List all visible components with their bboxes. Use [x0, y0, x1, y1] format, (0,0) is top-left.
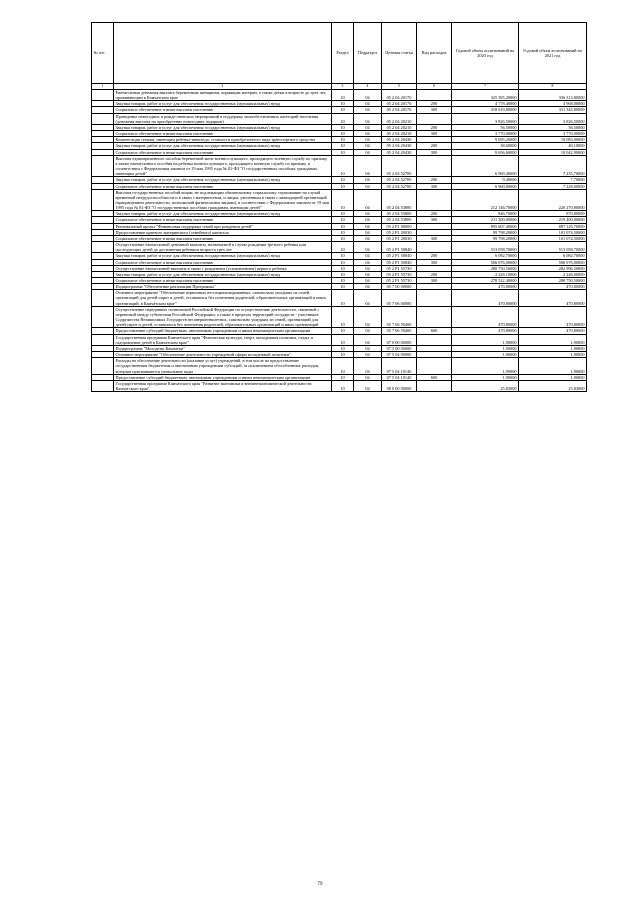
expense-type-cell: 300	[417, 217, 452, 223]
expense-type-cell: 300	[417, 235, 452, 241]
target-article-cell: 07 5 04 10140	[382, 374, 417, 380]
expense-type-cell	[417, 90, 452, 101]
expense-name-cell: Предоставление субсидий бюджетным, автономным учреждениям и иным некоммерческим организациям	[114, 328, 332, 334]
target-article-cell: 05 2 P1 55730	[382, 265, 417, 271]
razdel-cell: 10	[332, 278, 354, 284]
expense-type-cell: 200	[417, 211, 452, 217]
amount-2020-cell: 1,90000	[452, 374, 519, 380]
expense-type-cell: 300	[417, 278, 452, 284]
razdel-cell: 10	[332, 131, 354, 137]
amount-2021-cell: 1,90000	[519, 345, 587, 351]
podrazdel-cell: 04	[354, 345, 382, 351]
target-article-cell: 05 2 04 53800	[382, 189, 417, 211]
row-number-cell	[92, 380, 114, 391]
amount-2021-cell: 1,90000	[519, 352, 587, 358]
expense-name-cell: Закупка товаров, работ и услуг для обеспечения государственных (муниципальных) нужд	[114, 177, 332, 183]
target-article-cell: 05 2 P1 20030	[382, 235, 417, 241]
razdel-cell: 10	[332, 217, 354, 223]
razdel-cell: 10	[332, 211, 354, 217]
razdel-cell: 10	[332, 259, 354, 265]
podrazdel-cell: 04	[354, 334, 382, 345]
amount-2020-cell: 278 522,40000	[452, 278, 519, 284]
expense-type-cell: 600	[417, 328, 452, 334]
expense-type-cell	[417, 155, 452, 177]
amount-2021-cell: 897 129,70000	[519, 223, 587, 229]
header-cell-podrazdel: Подраздел	[354, 23, 382, 84]
podrazdel-cell: 04	[354, 306, 382, 328]
table-row	[92, 90, 587, 101]
podrazdel-cell: 04	[354, 290, 382, 306]
table-row	[92, 242, 587, 253]
amount-2021-cell: 3 770,00000	[519, 131, 587, 137]
amount-2021-cell: 470,80000	[519, 328, 587, 334]
header-cell-amount-2020: Годовой объем ассигнований на 2020 год	[452, 23, 519, 84]
razdel-cell: 10	[332, 189, 354, 211]
razdel-cell: 10	[332, 124, 354, 130]
table-row	[92, 358, 587, 374]
target-article-cell: 05 2 04 53800	[382, 217, 417, 223]
expense-type-cell	[417, 113, 452, 124]
target-article-cell: 05 2 P1 00000	[382, 223, 417, 229]
amount-2020-cell: 325 395,20000	[452, 90, 519, 101]
expense-name-cell: Социальное обеспечение и иные выплаты населению	[114, 149, 332, 155]
row-number-cell	[92, 306, 114, 328]
podrazdel-cell: 04	[354, 155, 382, 177]
podrazdel-cell: 04	[354, 259, 382, 265]
amount-2021-cell: 220 270,80000	[519, 189, 587, 211]
target-article-cell: 05 2 04 20210	[382, 113, 417, 124]
podrazdel-cell: 04	[354, 107, 382, 113]
razdel-cell: 10	[332, 380, 354, 391]
target-article-cell: 05 2 04 20170	[382, 101, 417, 107]
target-article-cell: 05 2 04 52700	[382, 177, 417, 183]
amount-2021-cell: 1,90000	[519, 374, 587, 380]
amount-2020-cell: 846,70000	[452, 211, 519, 217]
razdel-cell: 10	[332, 137, 354, 143]
amount-2020-cell: 99 798,20000	[452, 235, 519, 241]
razdel-cell: 10	[332, 352, 354, 358]
razdel-cell: 10	[332, 235, 354, 241]
amount-2021-cell: 1,90000	[519, 334, 587, 345]
expense-type-cell: 200	[417, 253, 452, 259]
row-number-cell	[92, 334, 114, 345]
razdel-cell: 10	[332, 374, 354, 380]
amount-2021-cell: 7,70000	[519, 177, 587, 183]
amount-2020-cell: 513 058,70000	[452, 242, 519, 253]
column-number: 8	[519, 84, 587, 90]
amount-2020-cell: 470,80000	[452, 284, 519, 290]
podrazdel-cell: 04	[354, 229, 382, 235]
amount-2020-cell: 1,90000	[452, 352, 519, 358]
amount-2020-cell: 9 656,60000	[452, 149, 519, 155]
target-article-cell: 05 2 P1 55730	[382, 278, 417, 284]
razdel-cell: 10	[332, 107, 354, 113]
table-row	[92, 189, 587, 211]
expense-name-cell: Социальное обеспечение и иные выплаты населению	[114, 235, 332, 241]
header-cell-target-article: Целевая статья	[382, 23, 417, 84]
column-number: 6	[417, 84, 452, 90]
expense-name-cell: Осуществление переданных полномочий Российской Федерации по осуществлению деятельности, связанной с перевозкой между субъектами Российской Федерации, а также в пределах территорий государств - участников Содружества Независимых Государств несовершеннолетних, самовольно ушедших из семей, организаций для детей-сирот и детей, оставшихся без попечения родителей, образовательных организаций и иных организаций	[114, 306, 332, 328]
expense-name-cell: Основное мероприятие "Обеспечение деятельности учреждений сферы молодежной политики"	[114, 352, 332, 358]
amount-2021-cell: 4 968,00000	[519, 101, 587, 107]
target-article-cell: 05 2 P1 50840	[382, 259, 417, 265]
podrazdel-cell: 04	[354, 124, 382, 130]
amount-2021-cell: 2 246,00000	[519, 271, 587, 277]
expense-name-cell: Социальное обеспечение и иные выплаты населению	[114, 131, 332, 137]
column-number: 4	[354, 84, 382, 90]
podrazdel-cell: 04	[354, 352, 382, 358]
razdel-cell: 10	[332, 334, 354, 345]
row-number-cell	[92, 113, 114, 124]
podrazdel-cell: 04	[354, 211, 382, 217]
expense-name-cell: Подпрограмма "Обеспечение реализации Программы"	[114, 284, 332, 290]
expense-type-cell	[417, 380, 452, 391]
expense-type-cell: 300	[417, 183, 452, 189]
row-number-cell	[92, 358, 114, 374]
expense-name-cell: Государственная программа Камчатского края "Развитие экономики и внешнеэкономической деятельности Камчатского края"	[114, 380, 332, 391]
expense-type-cell	[417, 290, 452, 306]
podrazdel-cell: 04	[354, 143, 382, 149]
amount-2021-cell: 56,50000	[519, 124, 587, 130]
row-number-cell	[92, 155, 114, 177]
table-body	[92, 23, 587, 392]
expense-name-cell: Закупка товаров, работ и услуг для обеспечения государственных (муниципальных) нужд	[114, 271, 332, 277]
target-article-cell: 07 5 00 00000	[382, 345, 417, 351]
razdel-cell: 10	[332, 306, 354, 328]
amount-2020-cell: 470,80000	[452, 328, 519, 334]
razdel-cell: 10	[332, 177, 354, 183]
amount-2020-cell: 4 778,40000	[452, 101, 519, 107]
expense-name-cell: Основное мероприятие "Обеспечение первичных неспециализированных, самовольно ушедших из семей, организаций для детей-сирот и детей, оставшихся без попечения родителей, образовательных организаций и иных организаций, в Камчатском крае"	[114, 290, 332, 306]
target-article-cell: 05 2 04 20170	[382, 90, 417, 101]
expense-type-cell: 200	[417, 271, 452, 277]
expense-name-cell: Подпрограмма "Молодежь Камчатки"	[114, 345, 332, 351]
expense-name-cell: Компенсация семьям, имеющим ребенка-инвалида, стоимости приобретенного вида транспортного средства	[114, 137, 332, 143]
podrazdel-cell: 04	[354, 328, 382, 334]
podrazdel-cell: 04	[354, 265, 382, 271]
target-article-cell: 07 0 00 00000	[382, 334, 417, 345]
podrazdel-cell: 04	[354, 183, 382, 189]
header-cell-expense-type: Вид расходов	[417, 23, 452, 84]
expense-type-cell: 200	[417, 177, 452, 183]
podrazdel-cell: 04	[354, 380, 382, 391]
header-row	[92, 23, 587, 84]
expense-type-cell: 200	[417, 143, 452, 149]
header-cell-amount-2021: Годовой объем ассигнований на 2021 год	[519, 23, 587, 84]
column-number: 7	[452, 84, 519, 90]
header-cell-name	[114, 23, 332, 84]
header-cell-number: № п/п	[92, 23, 114, 84]
column-number: 2	[114, 84, 332, 90]
target-article-cell: 05 7 06 00000	[382, 290, 417, 306]
target-article-cell: 05 2 04 20210	[382, 131, 417, 137]
amount-2021-cell: 280 750,50000	[519, 278, 587, 284]
expense-name-cell: Закупка товаров, работ и услуг для обеспечения государственных (муниципальных) нужд	[114, 211, 332, 217]
amount-2020-cell: 9 695,20000	[452, 137, 519, 143]
expense-name-cell: Выплата государственных пособий лицам, не подлежащим обязательному социальному страхованию на случай временной нетрудоспособности и в связи с материнством, и лицам, уволенным в связи с ликвидацией организаций (прекращением деятельности, полномочий физическими лицами), в соответствии с Федеральным законом от 19 мая 1995 года № 81-ФЗ "О государственных пособиях гражданам, имеющим детей"	[114, 189, 332, 211]
amount-2020-cell: 25,83000	[452, 380, 519, 391]
target-article-cell: 05 2 P1 50840	[382, 253, 417, 259]
expense-name-cell: Государственная программа Камчатского края "Физическая культура, спорт, молодежная политика, отдых и оздоровление детей в Камчатском крае"	[114, 334, 332, 345]
razdel-cell: 10	[332, 290, 354, 306]
podrazdel-cell: 04	[354, 284, 382, 290]
podrazdel-cell: 04	[354, 189, 382, 211]
amount-2021-cell: 470,80000	[519, 284, 587, 290]
amount-2020-cell: 470,80000	[452, 290, 519, 306]
row-number-cell	[92, 290, 114, 306]
expense-name-cell: Закупка товаров, работ и услуг для обеспечения государственных (муниципальных) нужд	[114, 143, 332, 149]
podrazdel-cell: 04	[354, 177, 382, 183]
podrazdel-cell: 04	[354, 90, 382, 101]
table-row	[92, 380, 587, 391]
target-article-cell: 07 5 04 10140	[382, 358, 417, 374]
amount-2021-cell: 7 235,70000	[519, 155, 587, 177]
column-number: 5	[382, 84, 417, 90]
amount-2021-cell: 6 082,70000	[519, 253, 587, 259]
expense-type-cell: 300	[417, 131, 452, 137]
podrazdel-cell: 04	[354, 235, 382, 241]
table-row	[92, 334, 587, 345]
expense-name-cell: Социальное обеспечение и иные выплаты населению	[114, 278, 332, 284]
target-article-cell: 05 2 04 20430	[382, 137, 417, 143]
target-article-cell: 05 2 P1 20030	[382, 229, 417, 235]
amount-2020-cell: 1,90000	[452, 358, 519, 374]
target-article-cell: 05 2 P1 55730	[382, 271, 417, 277]
page-number: 79	[317, 882, 323, 887]
target-article-cell: 05 7 06 59400	[382, 306, 417, 328]
expense-name-cell: Проведение новогодних и рождественских мероприятий в поддержку малообеспеченных категорий населения (денежная выплата на приобретение новогодних подарков)	[114, 113, 332, 124]
razdel-cell: 10	[332, 265, 354, 271]
amount-2020-cell: 3 770,00000	[452, 131, 519, 137]
amount-2021-cell: 7 228,00000	[519, 183, 587, 189]
amount-2021-cell: 10 083,00000	[519, 137, 587, 143]
podrazdel-cell: 04	[354, 253, 382, 259]
expense-type-cell: 200	[417, 124, 452, 130]
expense-type-cell	[417, 189, 452, 211]
expense-name-cell: Закупка товаров, работ и услуг для обеспечения государственных (муниципальных) нужд	[114, 253, 332, 259]
table-row	[92, 113, 587, 124]
amount-2021-cell: 470,80000	[519, 290, 587, 306]
expense-type-cell: 300	[417, 259, 452, 265]
razdel-cell: 10	[332, 155, 354, 177]
amount-2021-cell: 282 996,50000	[519, 265, 587, 271]
table-row	[92, 290, 587, 306]
target-article-cell: 05 7 00 00000	[382, 284, 417, 290]
razdel-cell: 10	[332, 90, 354, 101]
expense-type-cell	[417, 334, 452, 345]
expense-type-cell	[417, 306, 452, 328]
expense-type-cell	[417, 242, 452, 253]
amount-2020-cell: 38,60000	[452, 143, 519, 149]
podrazdel-cell: 04	[354, 242, 382, 253]
expense-type-cell: 300	[417, 107, 452, 113]
amount-2020-cell: 470,80000	[452, 306, 519, 328]
expense-name-cell: Региональный проект "Финансовая поддержка семей при рождении детей"	[114, 223, 332, 229]
razdel-cell: 10	[332, 183, 354, 189]
target-article-cell: 08 0 00 00000	[382, 380, 417, 391]
target-article-cell: 05 2 04 20210	[382, 124, 417, 130]
amount-2020-cell: 6 969,40000	[452, 155, 519, 177]
target-article-cell: 05 2 04 20430	[382, 143, 417, 149]
row-number-cell	[92, 90, 114, 101]
amount-2020-cell: 9,40000	[452, 177, 519, 183]
budget-table-sheet	[91, 22, 586, 392]
amount-2021-cell: 219 400,00000	[519, 217, 587, 223]
razdel-cell: 10	[332, 271, 354, 277]
razdel-cell: 10	[332, 149, 354, 155]
header-cell-razdel: Раздел	[332, 23, 354, 84]
target-article-cell: 05 2 04 52700	[382, 155, 417, 177]
amount-2020-cell: 99 798,20000	[452, 229, 519, 235]
expense-type-cell	[417, 358, 452, 374]
razdel-cell: 10	[332, 253, 354, 259]
podrazdel-cell: 04	[354, 113, 382, 124]
razdel-cell: 10	[332, 223, 354, 229]
amount-2021-cell: 101 074,50000	[519, 229, 587, 235]
amount-2020-cell: 3 826,50000	[452, 113, 519, 124]
expense-name-cell: Закупка товаров, работ и услуг для обеспечения государственных (муниципальных) нужд	[114, 124, 332, 130]
expense-name-cell: Осуществление ежемесячной денежной выплаты, назначаемой в случае рождения третьего ребенка или последующих детей до достижения ребенком возраста трех лет	[114, 242, 332, 253]
podrazdel-cell: 04	[354, 358, 382, 374]
target-article-cell: 05 2 04 20170	[382, 107, 417, 113]
amount-2021-cell: 1,90000	[519, 358, 587, 374]
expense-name-cell: Расходы на обеспечение деятельности (оказание услуг) учреждений, в том числе на предоставление государственным бюджетным и автономным учреждениям субсидий, за исключением обособленных расходов, которым присваиваются уникальные коды	[114, 358, 332, 374]
amount-2021-cell: 470,80000	[519, 306, 587, 328]
table-row	[92, 155, 587, 177]
amount-2020-cell: 506 976,00000	[452, 259, 519, 265]
amount-2020-cell: 211 300,00000	[452, 217, 519, 223]
amount-2021-cell: 870,80000	[519, 211, 587, 217]
expense-name-cell: Предоставление краевого материнского (семейного) капитала	[114, 229, 332, 235]
razdel-cell: 10	[332, 345, 354, 351]
amount-2020-cell: 280 750,50000	[452, 265, 519, 271]
podrazdel-cell: 04	[354, 131, 382, 137]
podrazdel-cell: 04	[354, 137, 382, 143]
amount-2021-cell: 10 042,90000	[519, 149, 587, 155]
podrazdel-cell: 04	[354, 278, 382, 284]
target-article-cell: 05 2 04 20430	[382, 149, 417, 155]
expense-type-cell: 600	[417, 374, 452, 380]
expense-name-cell: Закупка товаров, работ и услуг для обеспечения государственных (муниципальных) нужд	[114, 101, 332, 107]
amount-2020-cell: 2 228,10000	[452, 271, 519, 277]
amount-2021-cell: 336 313,80000	[519, 90, 587, 101]
amount-2020-cell: 6 960,00000	[452, 183, 519, 189]
razdel-cell: 10	[332, 229, 354, 235]
expense-name-cell: Выплата единовременного пособия беременной жене военнослужащего, проходящего военную службу по призыву, а также ежемесячного пособия на ребенка военнослужащего, проходящего военную службу по призыву, в соответствии с Федеральным законом от 19 мая 1995 года № 81-ФЗ "О государственных пособиях гражданам, имеющим детей"	[114, 155, 332, 177]
amount-2021-cell: 25,83000	[519, 380, 587, 391]
expense-type-cell: 300	[417, 149, 452, 155]
amount-2021-cell: 331 345,80000	[519, 107, 587, 113]
amount-2021-cell: 101 074,50000	[519, 235, 587, 241]
podrazdel-cell: 04	[354, 374, 382, 380]
amount-2020-cell: 212 146,70000	[452, 189, 519, 211]
target-article-cell: 05 2 P1 50840	[382, 242, 417, 253]
amount-2020-cell: 1,90000	[452, 345, 519, 351]
target-article-cell: 05 7 06 59400	[382, 328, 417, 334]
razdel-cell: 10	[332, 358, 354, 374]
razdel-cell: 10	[332, 113, 354, 124]
podrazdel-cell: 04	[354, 217, 382, 223]
target-article-cell: 05 2 04 53800	[382, 211, 417, 217]
amount-2020-cell: 895 607,40000	[452, 223, 519, 229]
amount-2020-cell: 6 082,70000	[452, 253, 519, 259]
expense-type-cell: 200	[417, 101, 452, 107]
column-number: 3	[332, 84, 354, 90]
razdel-cell: 10	[332, 101, 354, 107]
target-article-cell: 05 2 04 52700	[382, 183, 417, 189]
razdel-cell: 10	[332, 242, 354, 253]
podrazdel-cell: 04	[354, 223, 382, 229]
column-number: 1	[92, 84, 114, 90]
budget-table	[91, 22, 587, 392]
expense-name-cell: Социальное обеспечение и иные выплаты населению	[114, 217, 332, 223]
razdel-cell: 10	[332, 143, 354, 149]
expense-name-cell: Социальное обеспечение и иные выплаты населению	[114, 183, 332, 189]
expense-name-cell: Предоставление субсидий бюджетным, автономным учреждениям и иным некоммерческим организациям	[114, 374, 332, 380]
podrazdel-cell: 04	[354, 149, 382, 155]
podrazdel-cell: 04	[354, 271, 382, 277]
amount-2020-cell: 1,90000	[452, 334, 519, 345]
expense-name-cell: Социальное обеспечение и иные выплаты населению	[114, 107, 332, 113]
amount-2021-cell: 513 058,70000	[519, 242, 587, 253]
amount-2020-cell: 318 619,80000	[452, 107, 519, 113]
table-row	[92, 306, 587, 328]
row-number-cell	[92, 242, 114, 253]
amount-2021-cell: 40,10000	[519, 143, 587, 149]
expense-name-cell: Осуществление ежемесячной выплаты в связи с рождением (усыновлением) первого ребенка	[114, 265, 332, 271]
razdel-cell: 10	[332, 328, 354, 334]
amount-2020-cell: 56,50000	[452, 124, 519, 130]
expense-name-cell: Социальное обеспечение и иные выплаты населению	[114, 259, 332, 265]
razdel-cell: 10	[332, 284, 354, 290]
amount-2021-cell: 3 826,50000	[519, 113, 587, 124]
target-article-cell: 07 5 04 00000	[382, 352, 417, 358]
expense-name-cell: Ежемесячная денежная выплата беременным женщинам, кормящим матерям, а также детям в возрасте до трех лет, проживающим в Камчатском крае	[114, 90, 332, 101]
row-number-cell	[92, 189, 114, 211]
podrazdel-cell: 04	[354, 101, 382, 107]
amount-2021-cell: 506 976,00000	[519, 259, 587, 265]
